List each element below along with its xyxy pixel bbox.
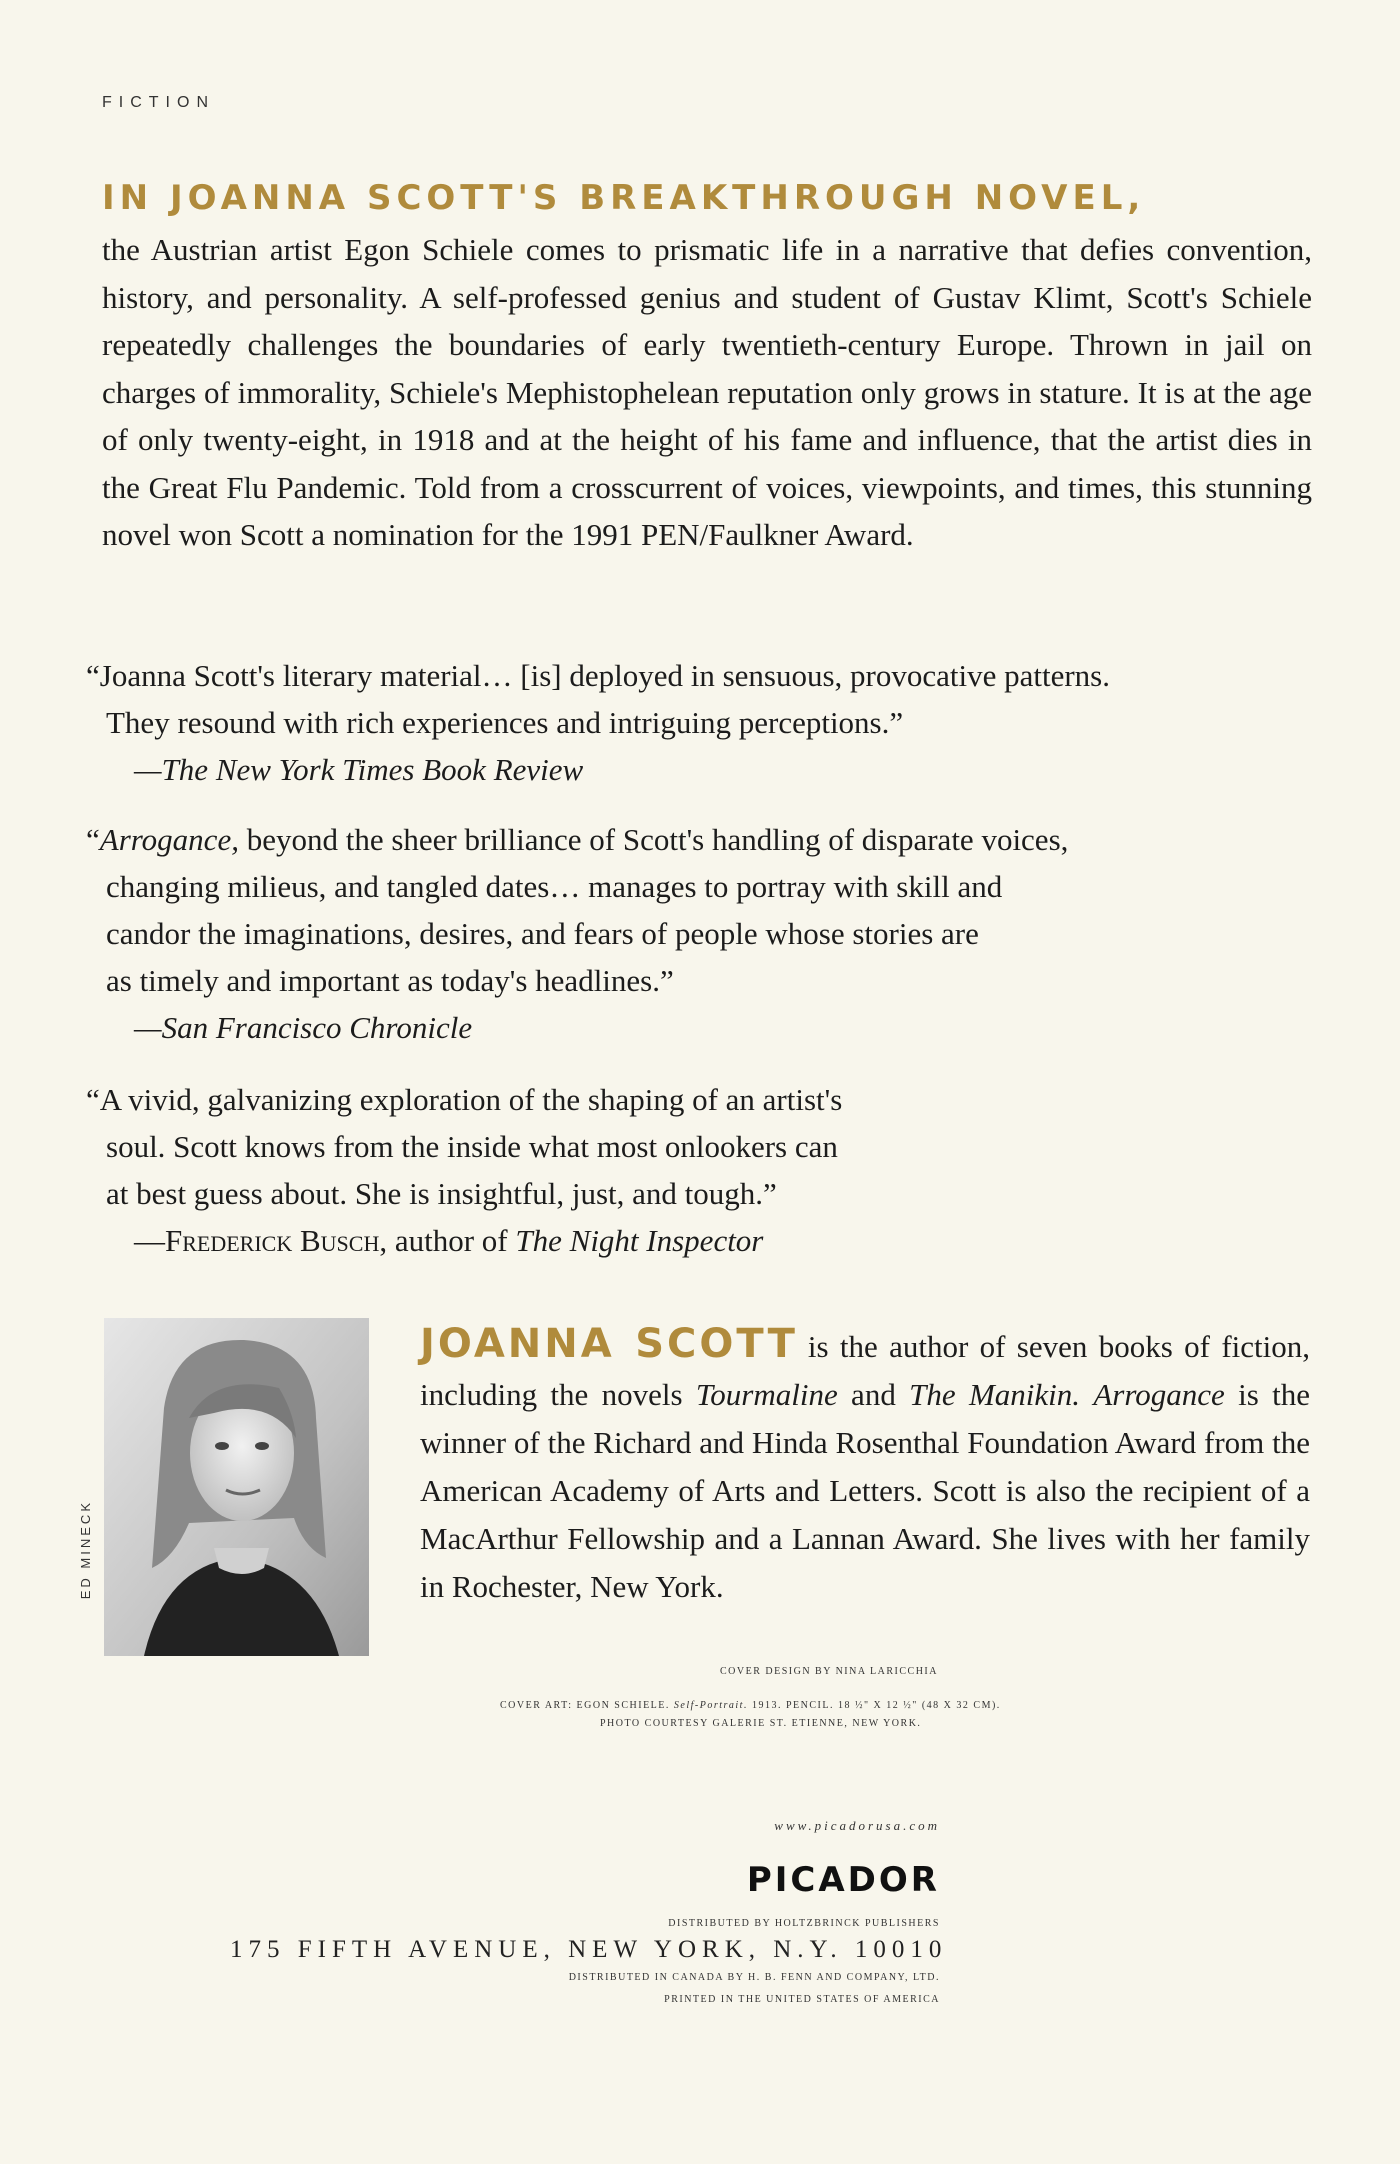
- book-title: Tourmaline: [695, 1377, 838, 1412]
- quote-line-rest: beyond the sheer brilliance of Scott's handling of disparate voices,: [238, 822, 1069, 857]
- attribution-source: —San Francisco Chronicle: [134, 1010, 473, 1045]
- review-quote-sf-chronicle: [86, 816, 1068, 1051]
- quote-attribution: [86, 1004, 1068, 1051]
- publisher-logo: PICADOR: [746, 1860, 940, 1900]
- cover-art-credit: [500, 1700, 1001, 1711]
- book-title: The Manikin.: [909, 1377, 1081, 1412]
- author-bio: [420, 1320, 1310, 1611]
- quote-line: “Joanna Scott's literary material… [is] deployed in sensuous, provocative patterns.: [86, 658, 1110, 693]
- cover-art-title: Self-Portrait.: [673, 1700, 748, 1711]
- author-photo: [104, 1318, 369, 1656]
- photo-credit: ED MINECK: [78, 1500, 93, 1600]
- quote-line: soul. Scott knows from the inside what most onlookers can: [106, 1129, 838, 1164]
- quote-book-title: Arrogance,: [99, 822, 239, 857]
- review-quote-nyt: [86, 652, 1110, 793]
- photo-courtesy: PHOTO COURTESY GALERIE ST. ETIENNE, NEW YORK.: [600, 1718, 922, 1729]
- quote-line: candor the imaginations, desires, and fears of people whose stories are: [106, 916, 979, 951]
- headline: IN JOANNA SCOTT'S BREAKTHROUGH NOVEL,: [102, 178, 1146, 218]
- genre-label: FICTION: [102, 94, 215, 111]
- attribution-book-title: The Night Inspector: [515, 1223, 764, 1258]
- publisher-address: 175 FIFTH AVENUE, NEW YORK, N.Y. 10010: [230, 1936, 948, 1963]
- quote-line: changing milieus, and tangled dates… manages to portray with skill and: [106, 869, 1003, 904]
- quote-line: They resound with rich experiences and intriguing perceptions.”: [106, 705, 904, 740]
- author-name: JOANNA SCOTT: [420, 1321, 798, 1367]
- quote-line: “A vivid, galvanizing exploration of the shaping of an artist's: [86, 1082, 843, 1117]
- attribution-source: —The New York Times Book Review: [134, 752, 584, 787]
- quote-attribution: [86, 746, 1110, 793]
- printed-in-line: PRINTED IN THE UNITED STATES OF AMERICA: [664, 1994, 940, 2005]
- bio-text: and: [837, 1377, 910, 1412]
- quote-attribution: [86, 1217, 842, 1264]
- blurb-paragraph: the Austrian artist Egon Schiele comes to prismatic life in a narrative that defies convention, history, and personality. A self-professed genius and student of Gustav Klimt, Scott's Schiele repeatedly challenges the boundaries of early twentieth-century Europe. Thrown in jail on charges of immorality, Schiele's Mephistophelean reputation only grows in stature. It is at the age of only twenty-eight, in 1918 and at the height of his fame and influence, that the artist dies in the Great Flu Pandemic. Told from a crosscurrent of voices, viewpoints, and times, this stunning novel won Scott a nomination for the 1991 PEN/Faulkner Award.: [102, 232, 1312, 552]
- book-title: Arrogance: [1093, 1377, 1225, 1412]
- canada-distributor-line: DISTRIBUTED IN CANADA BY H. B. FENN AND COMPANY, LTD.: [568, 1972, 940, 1983]
- quote-line: at best guess about. She is insightful, just, and tough.”: [106, 1176, 777, 1211]
- author-portrait-image: [104, 1318, 369, 1656]
- cover-art-suffix: 1913. PENCIL. 18 ½" X 12 ½" (48 X 32 CM).: [747, 1700, 1001, 1711]
- review-quote-busch: [86, 1076, 842, 1264]
- publisher-website: www.picadorusa.com: [774, 1818, 940, 1833]
- cover-design-credit: COVER DESIGN BY NINA LARICCHIA: [720, 1666, 938, 1677]
- attribution-author: —Frederick Busch,: [134, 1223, 388, 1258]
- quote-line: as timely and important as today's headlines.”: [106, 963, 674, 998]
- bio-text: is the winner of the Richard and Hinda Rosenthal Foundation Award from the American Academy of Arts and Letters. Scott is also the recipient of a MacArthur Fellowship and a Lannan Award. She lives with her family in Rochester, New York.: [420, 1377, 1311, 1604]
- attribution-mid: author of: [387, 1223, 516, 1258]
- distributor-line: DISTRIBUTED BY HOLTZBRINCK PUBLISHERS: [668, 1918, 940, 1929]
- quote-line: “Arrogance, beyond the sheer brilliance of Scott's handling of disparate voices,: [86, 822, 1069, 857]
- bio-text: is the author of seven books of fiction, including the novels: [420, 1329, 1310, 1412]
- cover-art-prefix: COVER ART: EGON SCHIELE.: [500, 1700, 674, 1711]
